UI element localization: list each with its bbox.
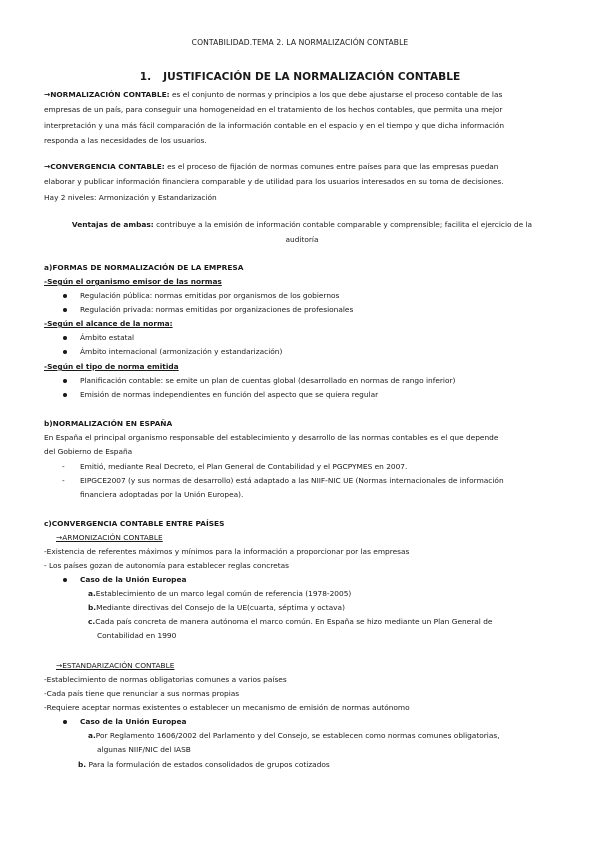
estandarizacion-label: →ESTANDARIZACIÓN CONTABLE [56,661,175,670]
normalizacion-term: →NORMALIZACIÓN CONTABLE: [44,90,170,99]
normalizacion-line-4: responda a las necesidades de los usuarios. [44,136,207,146]
list-item: a.Establecimiento de un marco legal común de referencia (1978-2005) [88,589,352,598]
estandarizacion-case-title: Caso de la Unión Europea [80,715,186,729]
normalizacion-line-2: empresas de un país, para conseguir una homogeneidad en el tratamiento de los hechos contables, que permita una mejor [44,105,503,115]
normalizacion-paragraph [44,87,560,149]
ventajas-paragraph [44,217,560,247]
section-number: 1. [139,71,152,83]
espana-line-2: del Gobierno de España [44,447,133,456]
ventajas-line-1: contribuye a la emisión de información contable comparable y comprensible; facilita el ejercicio de la [156,220,533,229]
convergencia-term: →CONVERGENCIA CONTABLE: [44,162,165,171]
convergencia-line-3: Hay 2 niveles: Armonización y Estandarización [44,192,217,202]
list-item: Ámbito estatal [80,331,134,345]
estandarizacion-line-2: -Cada país tiene que renunciar a sus normas propias [44,689,240,698]
bullet-icon [63,720,67,724]
bullet-icon [63,308,67,312]
list-item: - EIPGCE2007 (y sus normas de desarrollo) está adaptado a las NIIF-NIC UE (Normas internacionales de información financiera adoptadas por la Unión Europea). [62,476,504,499]
dash-icon: - [62,462,65,471]
formas-sub1: -Según el organismo emisor de las normas [44,277,222,286]
convergencia-line-1: es el proceso de fijación de normas comunes entre países para que las empresas puedan [167,162,499,171]
list-item: Regulación pública: normas emitidas por organismos de los gobiernos [80,289,339,303]
list-item: Emisión de normas independientes en función del aspecto que se quiera regular [80,388,378,402]
document-header: CONTABILIDAD.TEMA 2. LA NORMALIZACIÓN CONTABLE [191,38,409,47]
section-title [0,71,600,83]
dash-icon: - [62,476,65,485]
armonizacion-line-1: -Existencia de referentes máximos y mínimos para la información a proporcionar por las empresas [44,547,410,556]
armonizacion-case-title: Caso de la Unión Europea [80,573,186,587]
bullet-icon [63,294,67,298]
list-item: Planificación contable: se emite un plan de cuentas global (desarrollado en normas de rango inferior) [80,374,455,388]
estandarizacion-line-3: -Requiere aceptar normas existentes o establecer un mecanismo de emisión de normas autónomo [44,703,410,712]
bullet-icon [63,379,67,383]
bullet-icon [63,336,67,340]
espana-heading: b)NORMALIZACIÓN EN ESPAÑA [44,419,173,428]
list-item: - Emitió, mediante Real Decreto, el Plan General de Contabilidad y el PGCPYMES en 2007. [80,460,560,474]
convergencia-paragraph [44,159,560,205]
bullet-icon [63,578,67,582]
list-item: Ámbito internacional (armonización y estandarización) [80,345,282,359]
formas-sub3: -Según el tipo de norma emitida [44,362,179,371]
section-title-text: JUSTIFICACIÓN DE LA NORMALIZACIÓN CONTABLE [163,71,461,83]
list-item: a.Por Reglamento 1606/2002 del Parlamento y del Consejo, se establecen como normas comunes obligatorias, algunas NIIF/NIC del IASB [88,731,500,754]
normalizacion-line-3: interpretación y una más fácil comparación de la información contable en el espacio y en el tiempo y que dicha información [44,120,505,130]
armonizacion-line-2: - Los países gozan de autonomía para establecer reglas concretas [44,561,289,570]
ventajas-line-2: auditoría [285,235,319,244]
convergencia-heading: c)CONVERGENCIA CONTABLE ENTRE PAÍSES [44,519,225,528]
bullet-icon [63,393,67,397]
list-item: Regulación privada: normas emitidas por organizaciones de profesionales [80,303,353,317]
formas-heading: a)FORMAS DE NORMALIZACIÓN DE LA EMPRESA [44,263,244,272]
list-item: b. Para la formulación de estados consolidados de grupos cotizados [78,760,330,769]
list-item: b.Mediante directivas del Consejo de la UE(cuarta, séptima y octava) [88,603,345,612]
armonizacion-label: →ARMONIZACIÓN CONTABLE [56,533,163,542]
formas-sub2: -Según el alcance de la norma: [44,319,173,328]
normalizacion-line-1: es el conjunto de normas y principios a los que debe ajustarse el proceso contable de las [171,90,503,99]
espana-line-1: En España el principal organismo responsable del establecimiento y desarrollo de las normas contables es el que depende [44,433,499,442]
estandarizacion-line-1: -Establecimiento de normas obligatorias comunes a varios países [44,675,287,684]
list-item: c.Cada país concreta de manera autónoma el marco común. En España se hizo mediante un Plan General de Contabilidad en 1990 [88,617,493,640]
ventajas-term: Ventajas de ambas: [71,220,154,229]
bullet-icon [63,350,67,354]
convergencia-line-2: elaborar y publicar información financiera comparable y de utilidad para los usuarios interesados en su toma de decisiones. [44,177,504,187]
